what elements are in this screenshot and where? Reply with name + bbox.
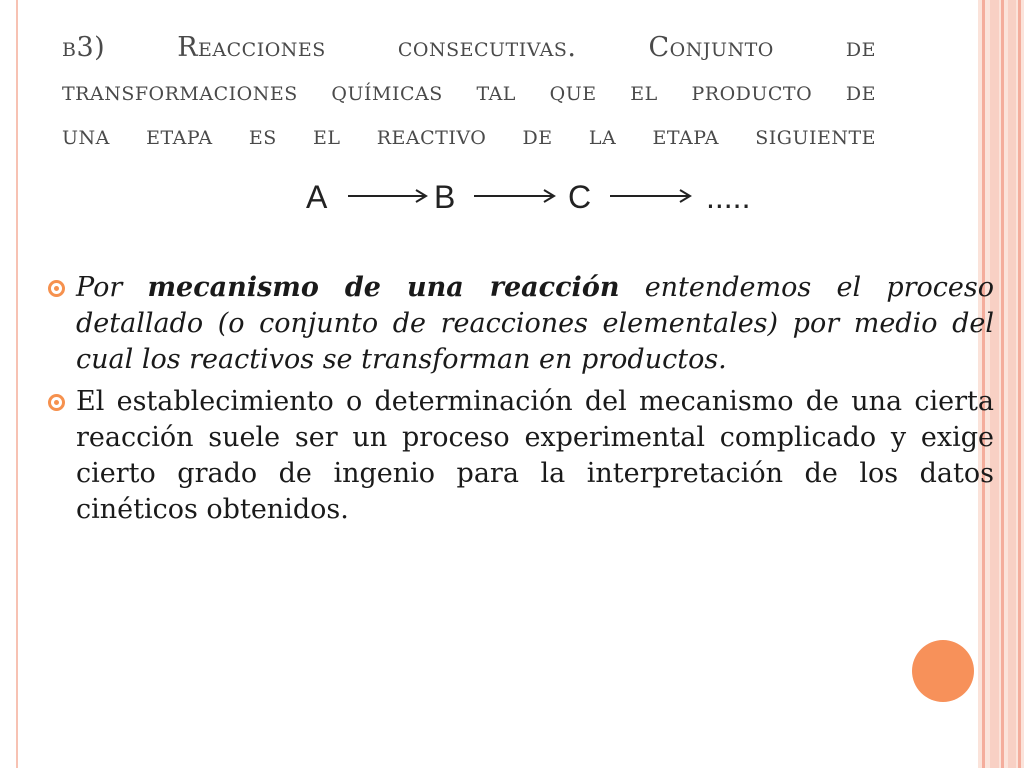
- bullet-list: [46, 270, 994, 534]
- title-line-1: b3) Reacciones consecutivas. Conjunto de: [62, 32, 876, 63]
- species-a: A: [306, 179, 328, 215]
- title-line-2: transformaciones químicas tal que el producto de: [62, 76, 876, 107]
- reaction-scheme: [306, 172, 766, 220]
- species-b: B: [434, 179, 456, 215]
- scheme-ellipsis: .....: [706, 179, 751, 215]
- bullet-1-emphasis: mecanismo de una reacción: [147, 272, 620, 303]
- bullet-icon: [48, 394, 65, 411]
- arrow-icon: [474, 190, 554, 202]
- bullet-1-rest: entendemos el proceso detallado (o conjunto de reacciones elementales) por medio del cual los reactivos se transforman en productos.: [76, 272, 994, 375]
- bullet-1-prefix: Por: [76, 272, 123, 303]
- band-stripe: [1018, 0, 1021, 768]
- left-margin-rule: [16, 0, 18, 768]
- band-stripe: [1008, 0, 1016, 768]
- bullet-icon: [48, 280, 65, 297]
- band-stripe: [1001, 0, 1004, 768]
- bullet-2-text: El establecimiento o determinación del mecanismo de una cierta reacción suele ser un proceso experimental complicado y exige cierto grado de ingenio para la interpretación de los datos cinéticos obtenidos.: [76, 386, 994, 525]
- bullet-determination: [46, 384, 994, 528]
- species-c: C: [568, 179, 592, 215]
- bullet-mechanism: [46, 270, 994, 378]
- decorative-circle: [912, 640, 974, 702]
- arrow-icon: [348, 190, 426, 202]
- arrow-icon: [610, 190, 690, 202]
- title-line-3: una etapa es el reactivo de la etapa siguiente: [62, 120, 876, 151]
- slide-title: [62, 26, 876, 158]
